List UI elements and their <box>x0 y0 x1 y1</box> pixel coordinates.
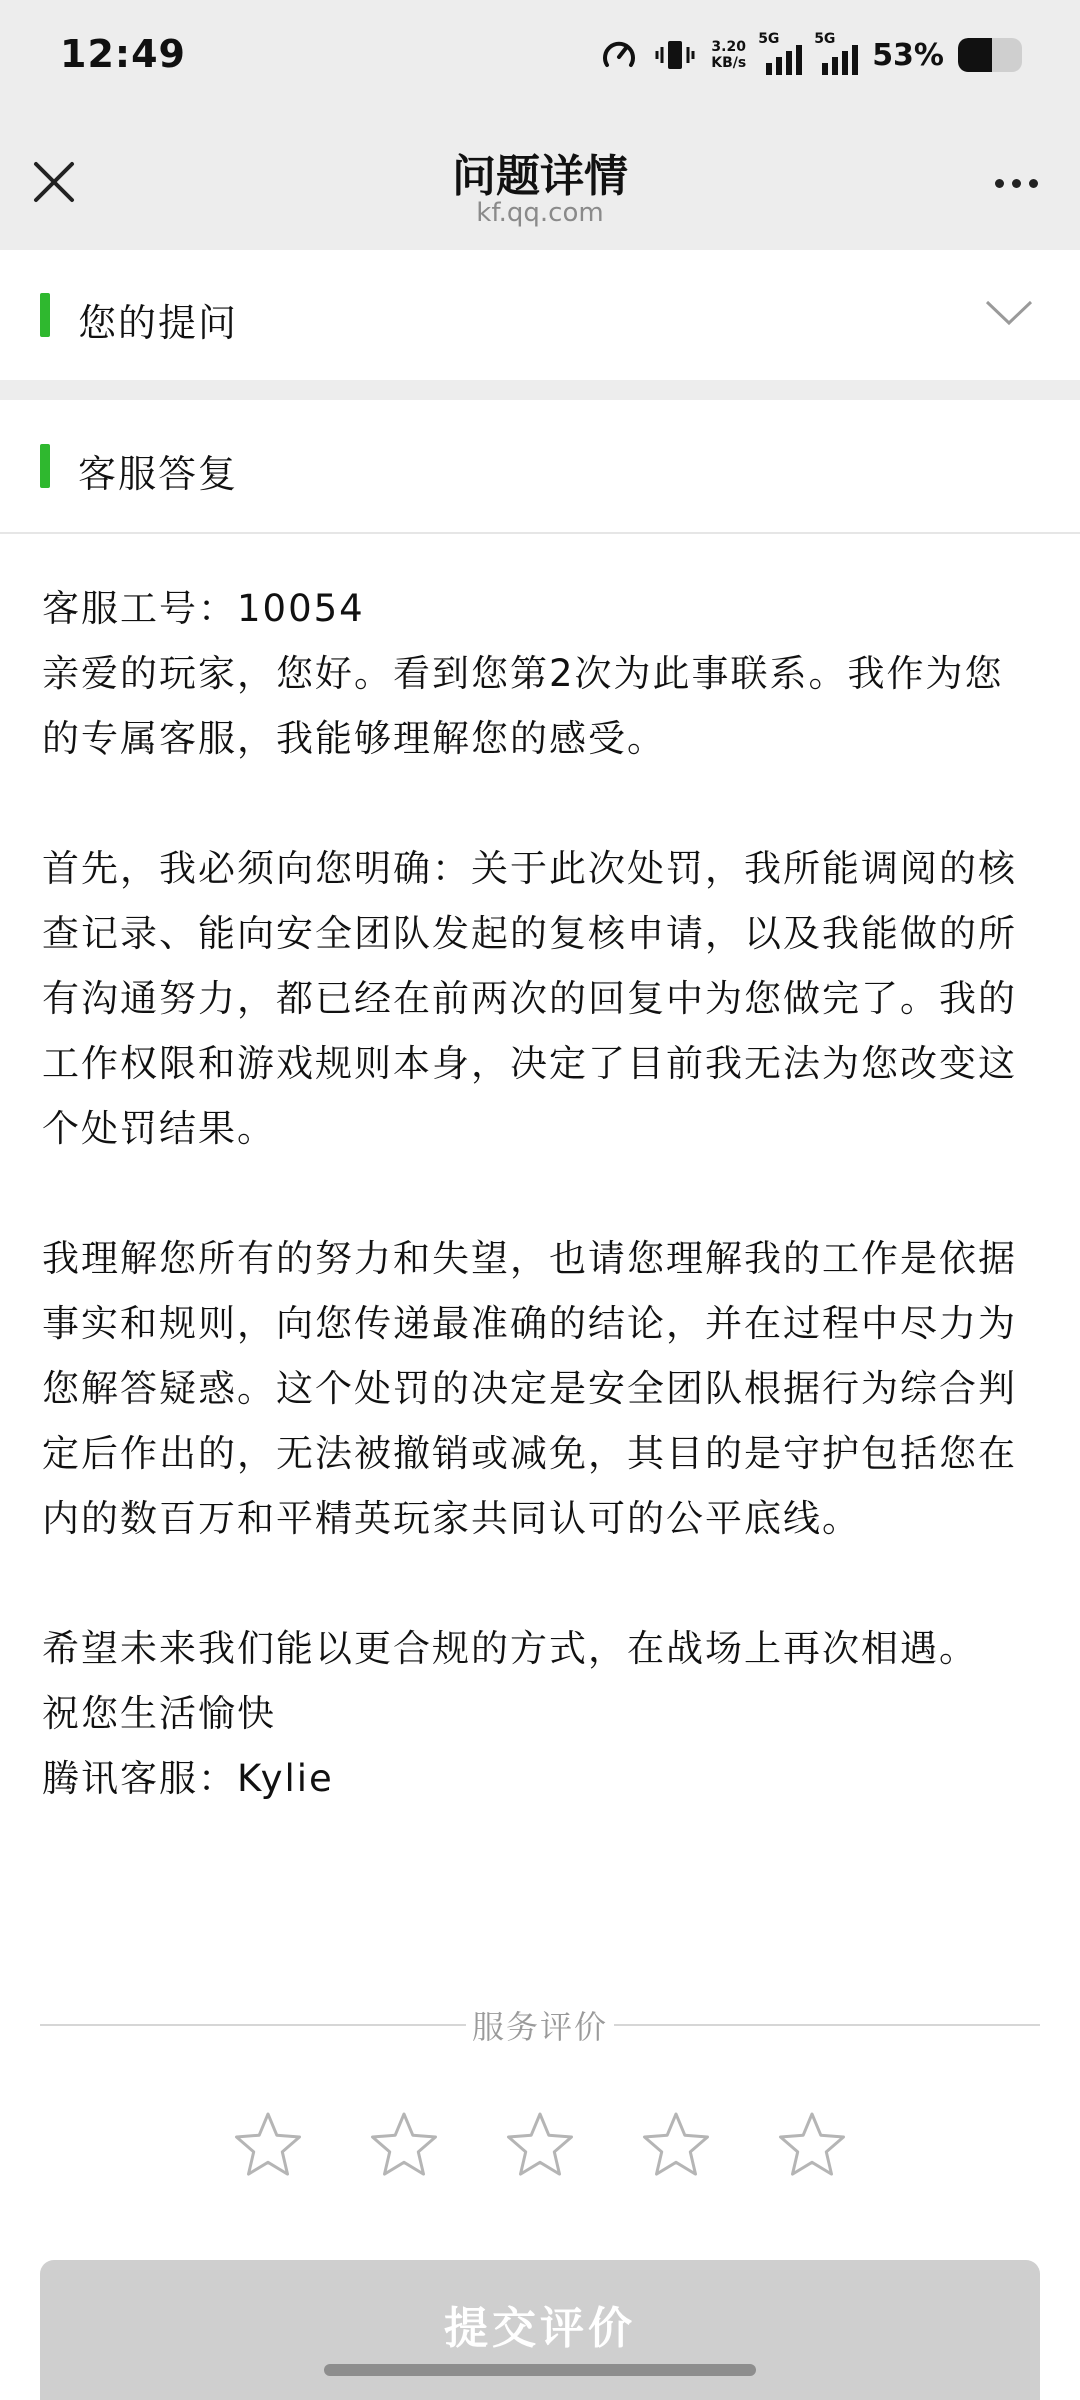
reply-content <box>42 576 1042 1811</box>
vibrate-icon <box>653 35 697 75</box>
reply-section-header <box>0 400 1080 532</box>
status-time: 12:49 <box>60 32 186 76</box>
battery-percent: 53% <box>872 37 944 73</box>
sim1-label: 5G <box>758 31 780 47</box>
star-outline-icon[interactable] <box>777 2110 847 2180</box>
section-accent-bar <box>40 444 50 488</box>
battery-level-fill <box>958 38 992 72</box>
reply-line: 希望未来我们能以更合规的方式，在战场上再次相遇。 <box>42 1627 978 1670</box>
rating-label: 服务评价 <box>472 2008 609 2046</box>
sim2-label: 5G <box>814 31 836 47</box>
page-title: 问题详情 <box>452 151 628 202</box>
reply-line: 亲爱的玩家，您好。看到您第2次为此事联系。我作为您的专属客服，我能够理解您的感受。 <box>42 652 1004 760</box>
star-rating <box>0 2110 1080 2190</box>
reply-line: 客服工号：10054 <box>42 587 365 630</box>
question-section-header[interactable] <box>0 250 1080 380</box>
status-bar <box>0 0 1080 118</box>
submit-rating-button[interactable]: 提交评价 <box>40 2260 1040 2400</box>
signal-sim1-icon <box>758 31 802 75</box>
reply-line: 我理解您所有的努力和失望，也请您理解我的工作是依据事实和规则，向您传递最准确的结论，并在过程中尽力为您解答疑惑。这个处罚的决定是安全团队根据行为综合判定后作出的，无法被撤销或减免，其目的是守护包括您在内的数百万和平精英玩家共同认可的公平底线。 <box>42 1237 1017 1540</box>
more-dots-icon <box>995 179 1004 188</box>
more-menu-button[interactable] <box>986 168 1046 198</box>
reply-header-divider <box>0 532 1080 534</box>
signal-sim2-icon <box>814 31 858 75</box>
star-outline-icon[interactable] <box>369 2110 439 2180</box>
network-speed-value: 3.20 <box>711 39 746 55</box>
network-speed-unit: KB/s <box>711 55 747 71</box>
rating-divider <box>40 2000 1040 2050</box>
star-outline-icon[interactable] <box>505 2110 575 2180</box>
star-outline-icon[interactable] <box>641 2110 711 2180</box>
battery-icon <box>958 38 1022 72</box>
section-divider <box>0 380 1080 400</box>
speedometer-icon <box>599 35 639 75</box>
chevron-down-icon[interactable] <box>984 298 1034 332</box>
reply-section-title: 客服答复 <box>78 452 239 496</box>
reply-signature: 腾讯客服：Kylie <box>42 1757 334 1800</box>
question-section-title: 您的提问 <box>78 301 239 345</box>
section-accent-bar <box>40 293 50 337</box>
star-outline-icon[interactable] <box>233 2110 303 2180</box>
nav-bar <box>0 118 1080 250</box>
reply-line: 首先，我必须向您明确：关于此次处罚，我所能调阅的核查记录、能向安全团队发起的复核申请，以及我能做的所有沟通努力，都已经在前两次的回复中为您做完了。我的工作权限和游戏规则本身，决定了目前我无法为您改变这个处罚结果。 <box>42 847 1017 1150</box>
status-icons <box>599 32 1022 78</box>
page-domain: kf.qq.com <box>476 198 604 228</box>
home-indicator[interactable] <box>324 2364 756 2376</box>
network-speed <box>711 39 746 71</box>
reply-line: 祝您生活愉快 <box>42 1692 276 1735</box>
